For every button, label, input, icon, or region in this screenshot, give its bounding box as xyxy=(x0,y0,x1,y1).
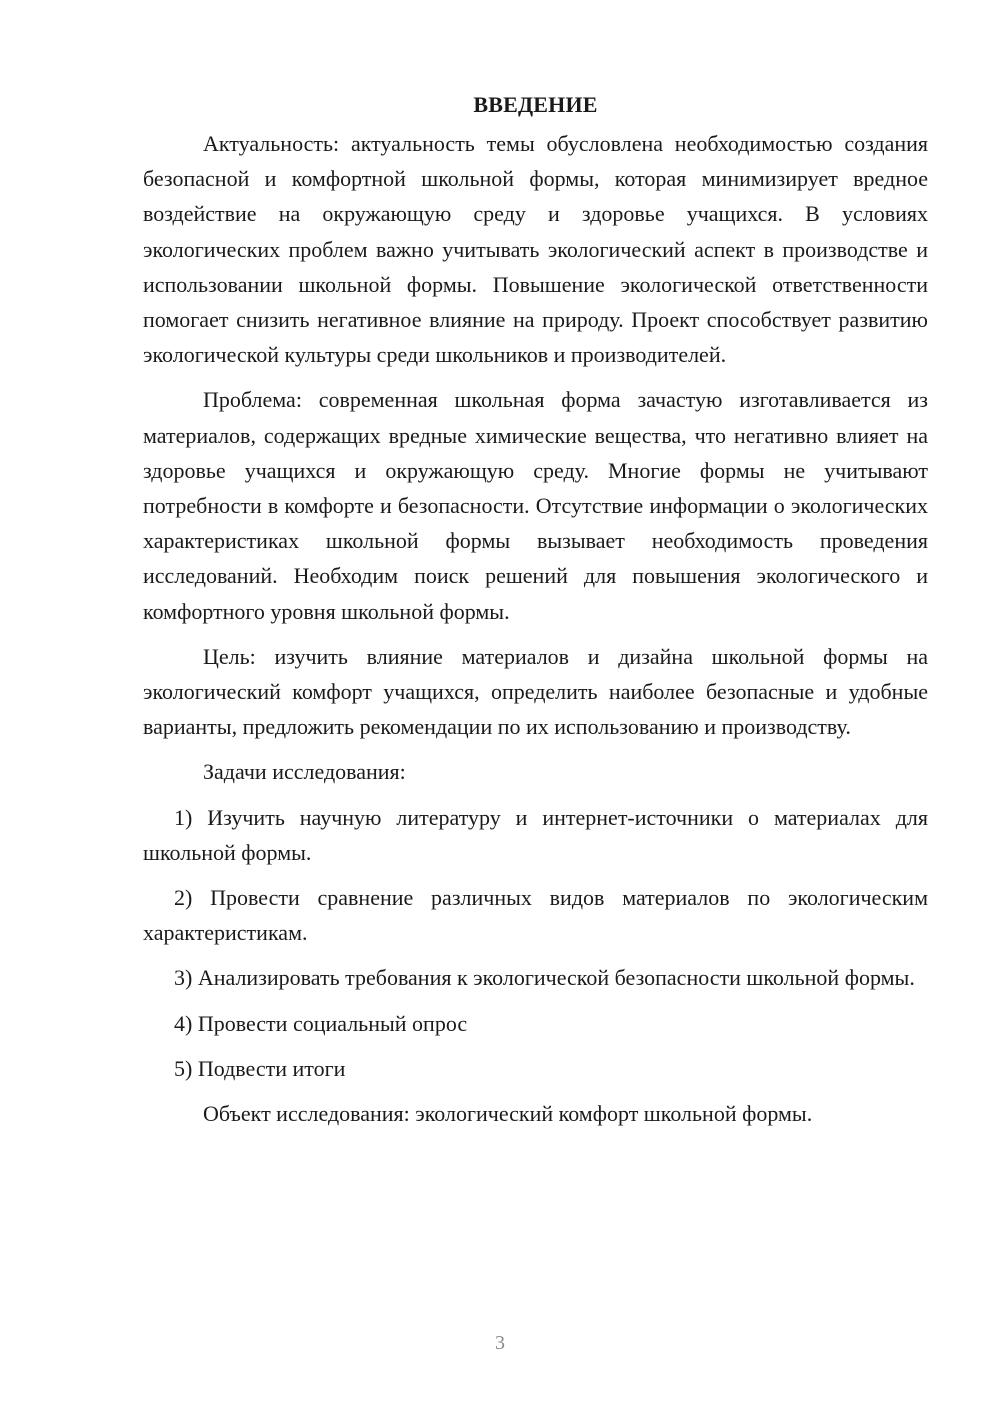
task-item-5: 5) Подвести итоги xyxy=(174,1055,346,1081)
task-item-2: 2) Провести сравнение различных видов материалов по экологическим характеристикам. xyxy=(143,885,928,946)
tasks-heading: Задачи исследования: xyxy=(203,759,406,785)
task-item-1: 1) Изучить научную литературу и интернет-источники о материалах для школьной формы. xyxy=(143,804,928,865)
paragraph-object: Объект исследования: экологический комфорт школьной формы. xyxy=(203,1101,813,1127)
document-body xyxy=(143,88,928,1141)
page-number: 3 xyxy=(495,1332,505,1354)
task-item-3: 3) Анализировать требования к экологической безопасности школьной формы. xyxy=(174,965,915,991)
paragraph-goal: Цель: изучить влияние материалов и дизайна школьной формы на экологический комфорт учащихся, определить наиболее безопасные и удобные варианты, предложить рекомендации по их использованию и производству. xyxy=(143,643,928,740)
task-item-4: 4) Провести социальный опрос xyxy=(174,1010,468,1036)
paragraph-problem: Проблема: современная школьная форма зачастую изготавливается из материалов, содержащих вредные химические вещества, что негативно влияет на здоровье учащихся и окружающую среду. Многие формы не учитывают потребности в комфорте и безопасности. Отсутствие информации о экологических характеристиках школьной формы вызывает необходимость проведения исследований. Необходим поиск решений для повышения экологического и комфортного уровня школьной формы. xyxy=(143,387,928,624)
section-title: ВВЕДЕНИЕ xyxy=(473,92,598,117)
paragraph-relevance: Актуальность: актуальность темы обусловлена необходимостью создания безопасной и комфортной школьной формы, которая минимизирует вредное воздействие на окружающую среду и здоровье учащихся. В условиях экологических проблем важно учитывать экологический аспект в производстве и использовании школьной формы. Повышение экологической ответственности помогает снизить негативное влияние на природу. Проект способствует развитию экологической культуры среди школьников и производителей. xyxy=(143,131,928,368)
